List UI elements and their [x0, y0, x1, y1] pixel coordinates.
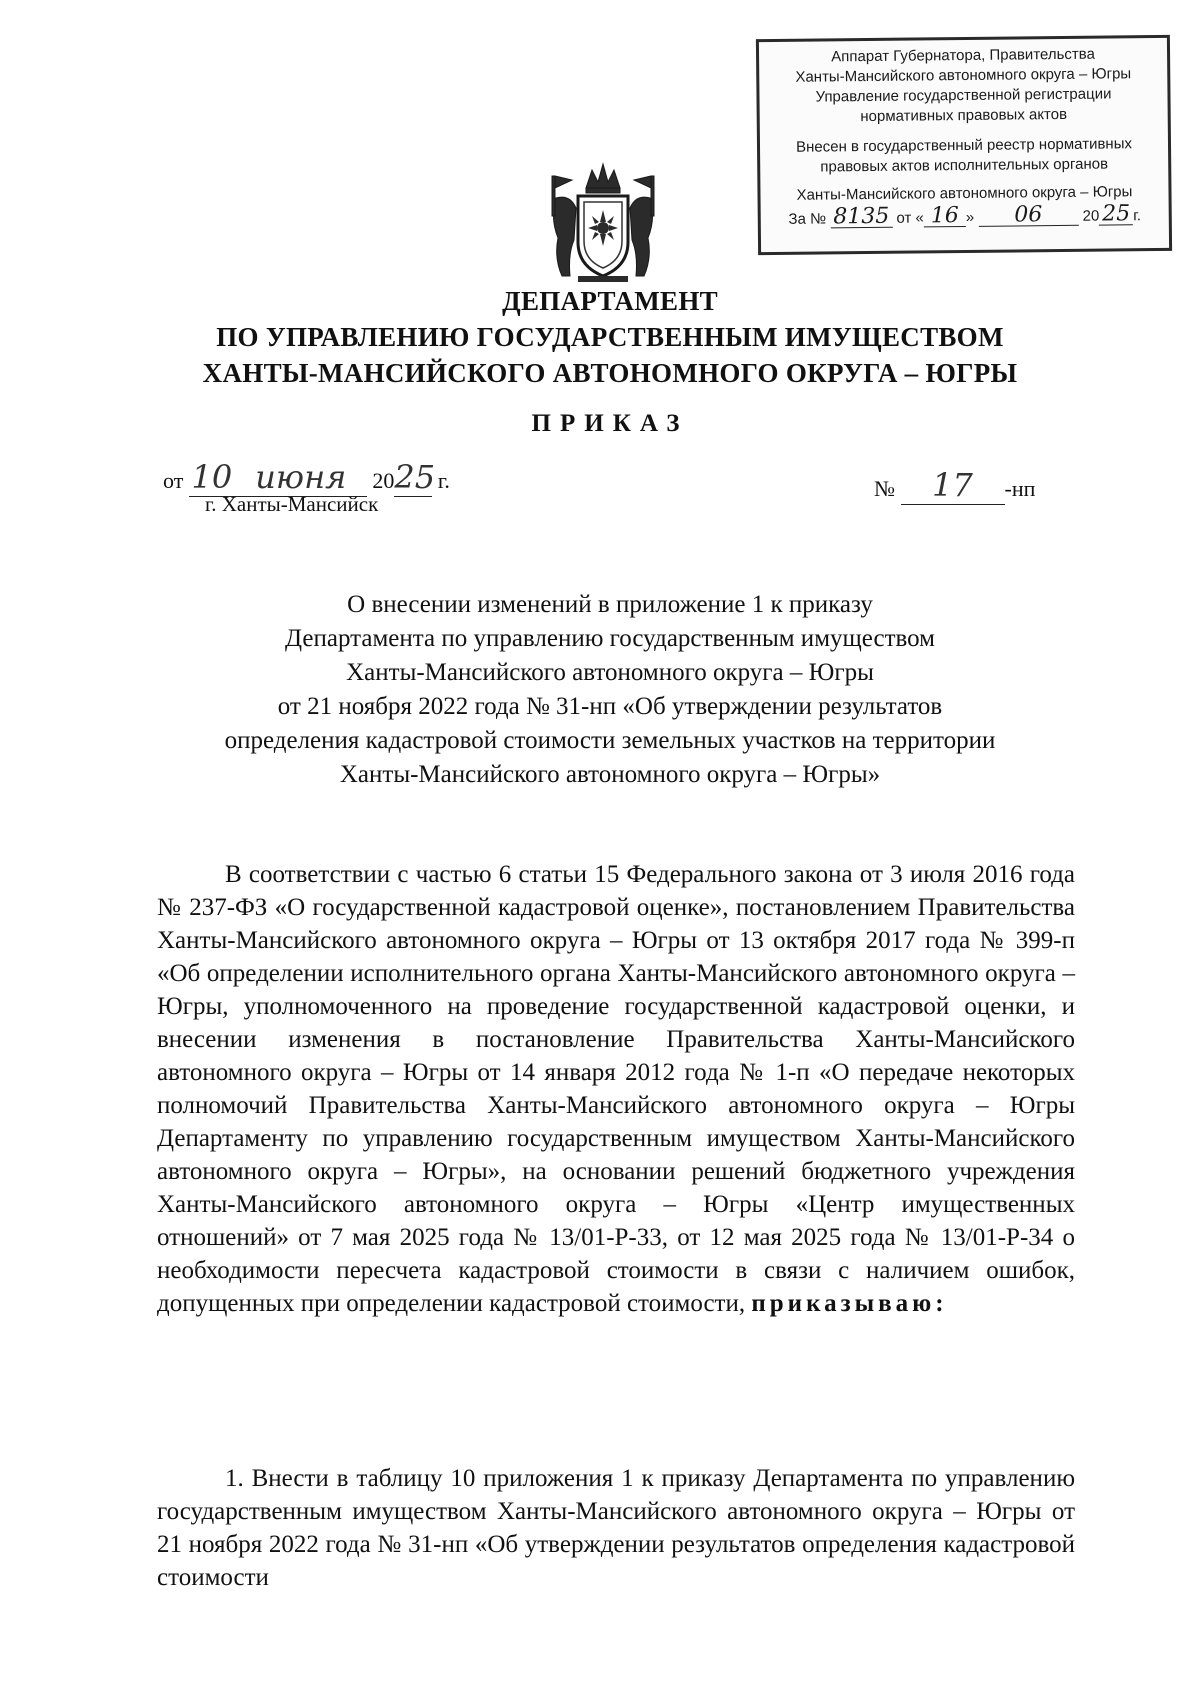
preamble-paragraph [157, 858, 1075, 1320]
subject-line: Департамента по управлению государственным имуществом [285, 625, 935, 652]
coat-of-arms-icon [548, 158, 658, 288]
date-day: 10 [189, 458, 235, 497]
stamp-line: Аппарат Губернатора, Правительства [831, 45, 1095, 66]
stamp-line: правовых актов исполнительных органов [820, 155, 1109, 176]
subject-line: определения кадастровой стоимости земельных участков на территории [224, 727, 996, 754]
number-prefix: № [874, 476, 895, 501]
date-month: июня [235, 458, 367, 497]
stamp-quote-close: » [965, 208, 975, 226]
stamp-year: 25 [1099, 204, 1133, 225]
subject-line: от 21 ноября 2022 года № 31-нп «Об утверждении результатов [277, 693, 943, 720]
order-keyword: приказываю: [751, 1290, 948, 1317]
stamp-day: 16 [924, 206, 966, 227]
header-line: ДЕПАРТАМЕНТ [502, 286, 718, 316]
clause-1-paragraph [157, 1462, 1075, 1594]
stamp-line: Внесен в государственный реестр нормативных [795, 135, 1133, 156]
registration-stamp [756, 35, 1172, 255]
header-line: ПО УПРАВЛЕНИЮ ГОСУДАРСТВЕННЫМ ИМУЩЕСТВОМ [216, 322, 1004, 352]
stamp-year-suffix: г. [1133, 207, 1142, 225]
stamp-from-label: от « [896, 209, 924, 227]
date-prefix: от [163, 468, 184, 493]
stamp-year-prefix: 20 [1082, 207, 1100, 225]
number-value: 17 [901, 466, 1005, 505]
stamp-month: 06 [978, 205, 1078, 227]
number-suffix: -нп [1004, 476, 1036, 501]
subject-line: Ханты-Мансийского автономного округа – Югры [346, 659, 874, 686]
date-suffix: г. [437, 468, 450, 493]
subject-line: О внесении изменений в приложение 1 к приказу [347, 591, 873, 618]
stamp-registration-number [761, 201, 1169, 230]
clause-1-text: 1. Внести в таблицу 10 приложения 1 к приказу Департамента по управлению государственным имуществом Ханты-Мансийского автономного округа – Югры от 21 ноября 2022 года № 31-нп «Об утверждении результатов определения кадастровой стоимости [157, 1465, 1075, 1591]
stamp-line: Ханты-Мансийского автономного округа – Югры [795, 65, 1132, 86]
stamp-line: нормативных правовых актов [860, 105, 1068, 126]
stamp-region-line: Ханты-Мансийского автономного округа – Югры [796, 183, 1133, 204]
department-header [120, 283, 1100, 391]
stamp-reg-number: 8135 [830, 207, 892, 229]
order-number [874, 466, 1035, 505]
preamble-text: В соответствии с частью 6 статьи 15 Федерального закона от 3 июля 2016 года № 237-ФЗ «О государственной кадастровой оценке», постановлением Правительства Ханты-Мансийского автономного округа – Югры от 13 октября 2017 года № 399-п «Об определении исполнительного органа Ханты-Мансийского автономного округа – Югры, уполномоченного на проведение государственной кадастровой оценки, и внесении изменения в постановление Правительства Ханты-Мансийского автономного округа – Югры от 14 января 2012 года № 1-п «О передаче некоторых полномочий Правительства Ханты-Мансийского автономного округа – Югры Департаменту по управлению государственным имуществом Ханты-Мансийского автономного округа – Югры», на основании решений бюджетного учреждения Ханты-Мансийского автономного округа – Югры «Центр имущественных отношений» от 7 мая 2025 года № 13/01-Р-33, от 12 мая 2025 года № 13/01-Р-34 о необходимости пересчета кадастровой стоимости в связи с наличием ошибок, допущенных при определении кадастровой стоимости, [157, 861, 1075, 1317]
date-year-prefix: 20 [372, 468, 395, 493]
date-year: 25 [394, 458, 436, 496]
city: г. Ханты-Мансийск [205, 492, 379, 516]
stamp-line: Управление государственной регистрации [815, 85, 1112, 106]
document-title: ПРИКАЗ [531, 410, 689, 437]
header-line: ХАНТЫ-МАНСИЙСКОГО АВТОНОМНОГО ОКРУГА – ЮГРЫ [202, 358, 1018, 388]
order-subject [120, 588, 1100, 792]
subject-line: Ханты-Мансийского автономного округа – Югры» [339, 761, 881, 788]
stamp-reg-prefix: За № [788, 210, 827, 228]
